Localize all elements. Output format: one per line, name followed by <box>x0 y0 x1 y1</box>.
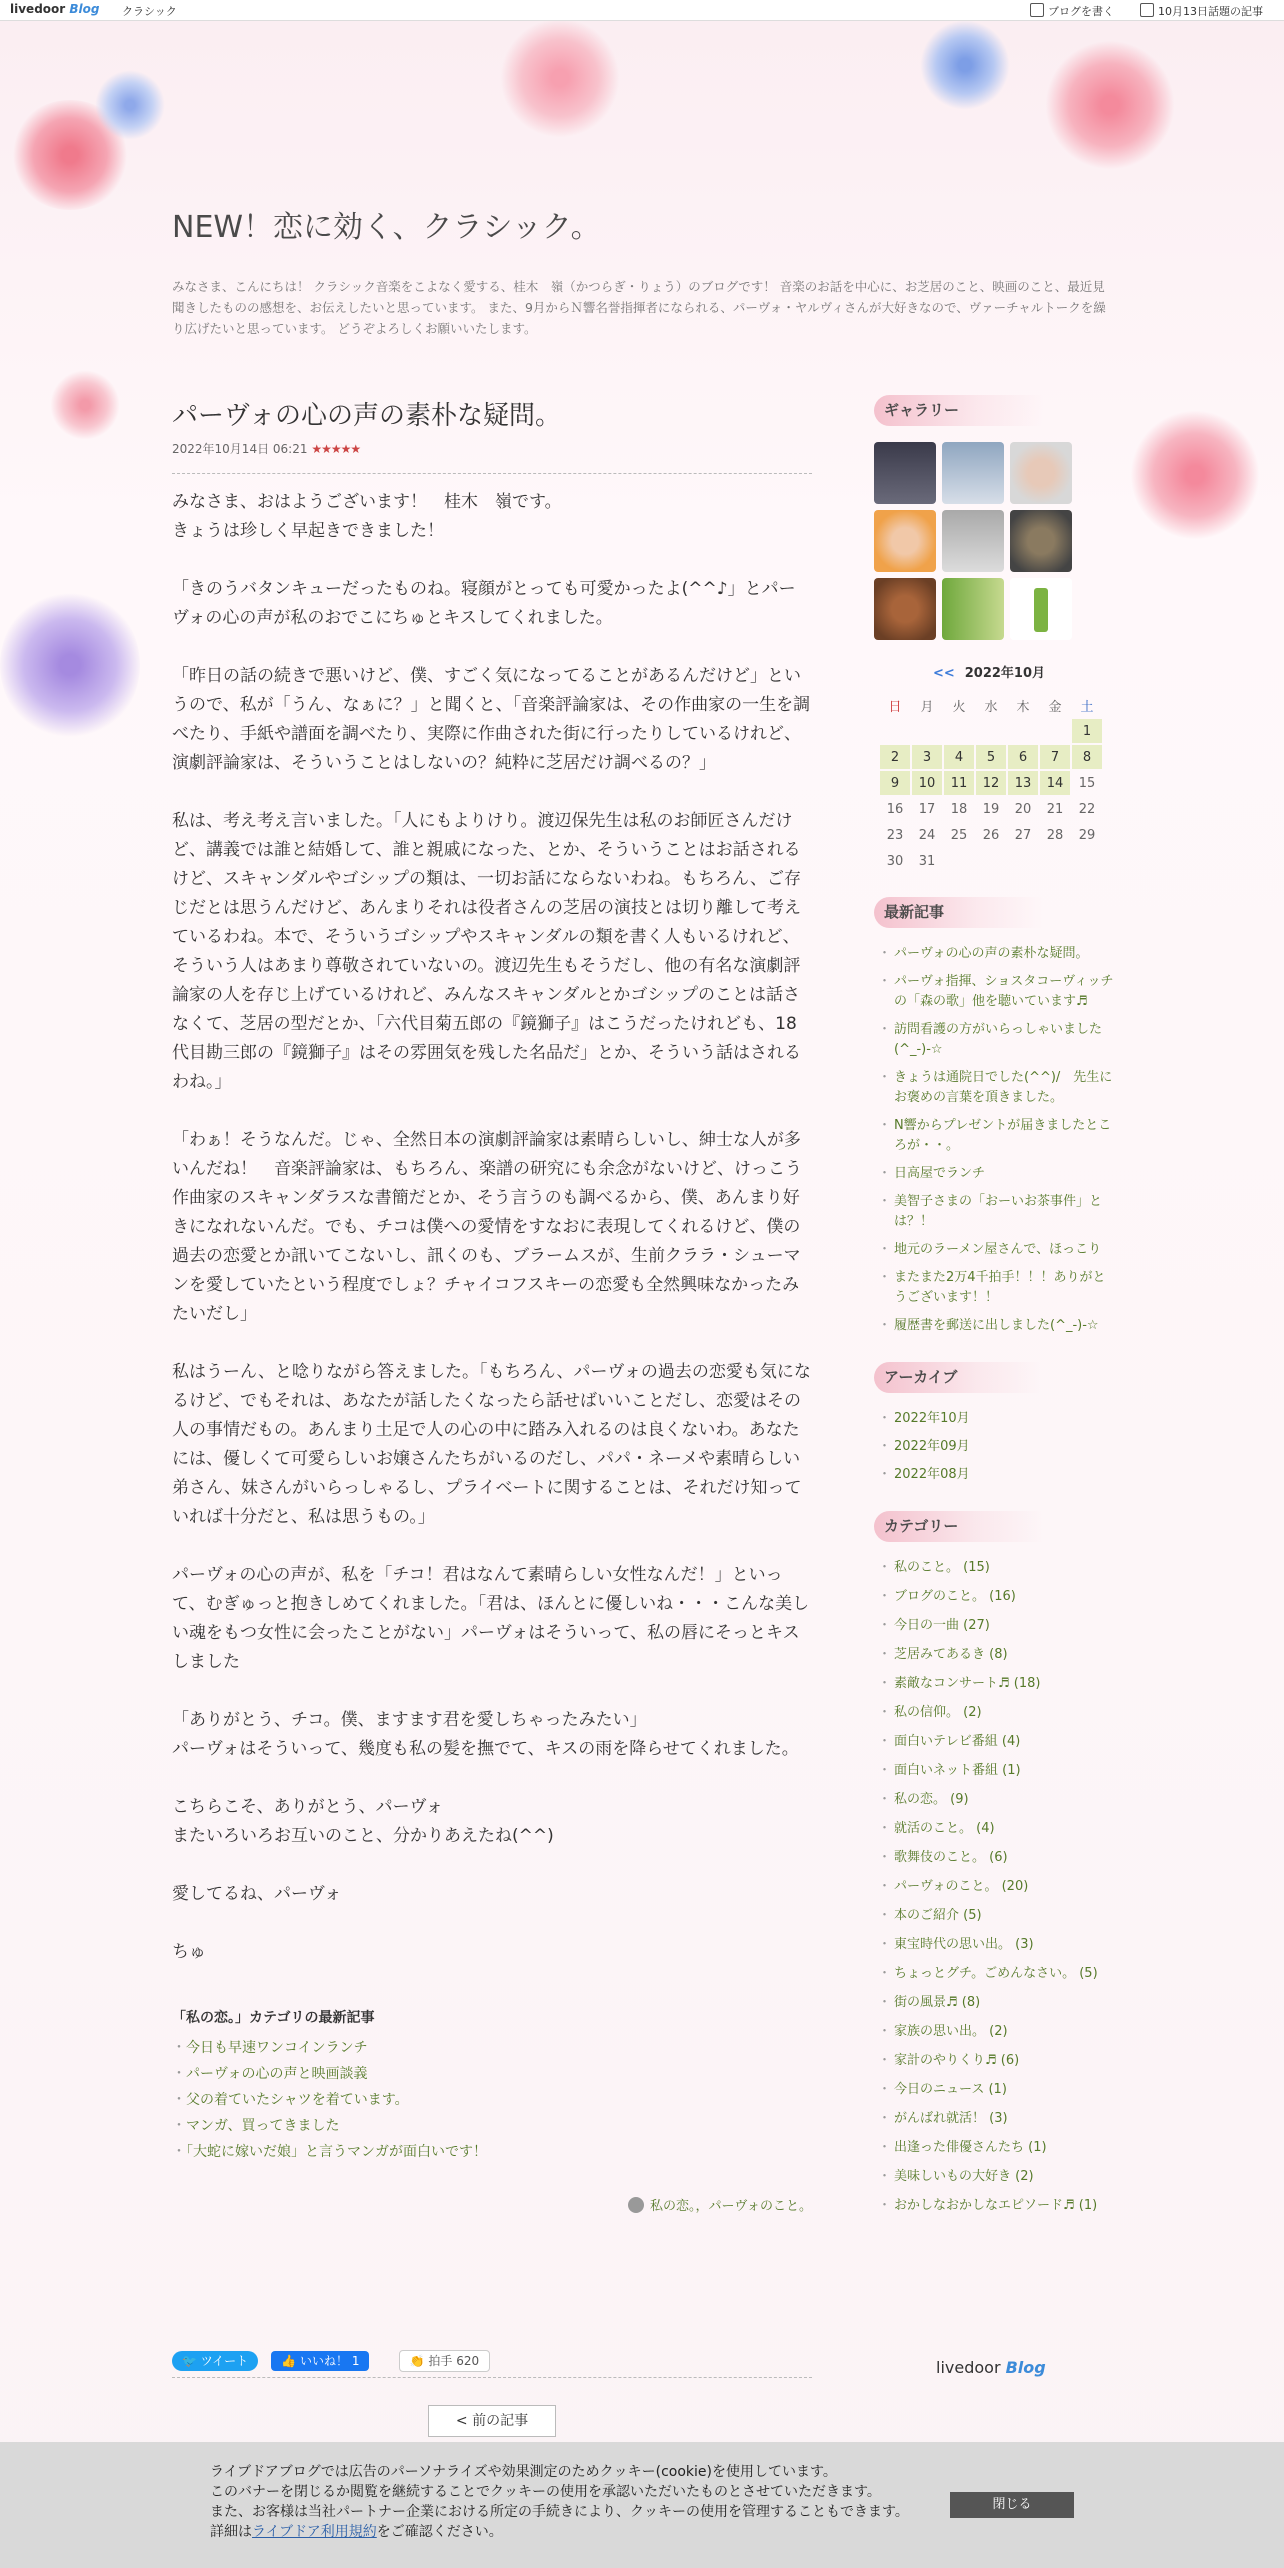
archive-list <box>874 1409 1114 1485</box>
clap-button[interactable]: 👏 拍手 620 <box>399 2350 491 2372</box>
related-link[interactable]: ・ 父の着ていたシャツを着ています。 <box>172 2087 812 2113</box>
post-date: 2022年10月14日 06:21 ★★★★★ <box>172 442 361 456</box>
gallery-thumb[interactable] <box>942 442 1004 504</box>
site-description: みなさま、こんにちは！ クラシック音楽をこよなく愛する、桂木 嶺（かつらぎ・りょう）のブログです！ 音楽のお話を中心に、お芝居のこと、映画のこと、最近見聞きしたものの感想を、お伝えしたいと思っています。 また、9月からＮ響名誉指揮者になられる、パーヴォ・ヤルヴィさんが大好きなので、ヴァーチャルトークを繰り広げたいと思っています。 どうぞよろしくお願いいたします。 <box>172 279 1106 336</box>
recent-link[interactable]: ・ 訪問看護の方がいらっしゃいました(^_-)-☆ <box>882 1020 1114 1060</box>
archive-link[interactable]: ・ 2022年08月 <box>882 1465 1114 1485</box>
paragraph: 私はうーん、と唸りながら答えました。「もちろん、パーヴォの過去の恋愛も気になるけど、でもそれは、あなたが話したくなったら話せばいいことだし、恋愛はその人の事情だもの。あんまり土足で人の心の中に踏み入れるのは良くないわ。あなたには、優しくて可愛らしいお嬢さんたちがいるのだし、パパ・ネーメや素晴らしい弟さん、妹さんがいらっしゃるし、プライベートに関することは、それだけ知っていれば十分だと、私は思うもの。」 <box>172 1362 811 1527</box>
category-link[interactable]: ・ 私の恋。 (9) <box>882 1790 1114 1810</box>
category-link[interactable]: ・ 本のご紹介 (5) <box>882 1906 1114 1926</box>
category-link[interactable]: ・ 就活のこと。 (4) <box>882 1819 1114 1839</box>
category-link[interactable]: ・ 面白いネット番組 (1) <box>882 1761 1114 1781</box>
paragraph: 「わぁ！そうなんだ。じゃ、全然日本の演劇評論家は素晴らしいし、紳士な人が多いんだね！ 音楽評論家は、もちろん、楽譜の研究にも余念がないけど、けっこう作曲家のスキャンダラスな書簡だとか、そう言うのも調べるから、僕、あんまり好きになれないんだ。でも、チコは僕への愛情をすなおに表現してくれるけど、僕の過去の恋愛とか訊いてこないし、訊くのも、ブラームスが、生前クララ・シューマンを愛していたという程度でしょ？チャイコフスキーの恋愛も全然興味なかったみたいだし」 <box>172 1130 803 1324</box>
category-link[interactable]: ・ 美味しいもの大好き︎ (2) <box>882 2167 1114 2187</box>
category-link[interactable]: ・ 今日の一曲 (27) <box>882 1616 1114 1636</box>
calendar-header: << 2022年10月 <box>932 666 1046 681</box>
share-bar <box>172 2350 498 2372</box>
flower-decoration <box>920 20 1010 110</box>
category-link[interactable]: ・ 歌舞伎のこと。 (6) <box>882 1848 1114 1868</box>
category-link[interactable]: ・ 街の風景♬ (8) <box>882 1993 1114 2013</box>
calendar-day[interactable]: 1 <box>1072 719 1102 743</box>
recent-link[interactable]: ・ 日高屋でランチ︎ <box>882 1164 1114 1184</box>
recent-link[interactable]: ・ N響からプレゼントが届きました︎ところが・・。 <box>882 1116 1114 1156</box>
footer-livedoor-logo[interactable]: livedoor Blog <box>936 2358 1046 2377</box>
category-link[interactable]: ・ 家族の思い出。 (2) <box>882 2022 1114 2042</box>
archive-link[interactable]: ・ 2022年10月 <box>882 1409 1114 1429</box>
divider <box>172 473 812 474</box>
recent-link[interactable]: ・ きょうは通院日でした(^^)/ 先生にお褒めの言葉を頂きました。 <box>882 1068 1114 1108</box>
related-title: 「私の恋。」カテゴリの最新記事 <box>172 2010 375 2026</box>
gallery-thumb[interactable] <box>942 510 1004 572</box>
write-blog-link[interactable]: ブログを書く <box>1030 3 1114 19</box>
paragraph: 私は、考え考え言いました。「人にもよりけり。渡辺保先生は私のお師匠さんだけど、講義では誰と結婚して、誰と親戚になった、とか、そういうことはお話されるけど、スキャンダルやゴシップの類は、一切お話にならないわね。もちろん、ご存じだとは思うんだけど、あんまりそれは役者さんの芝居の演技とは切り離して考えているわね。本で、そういうゴシップやスキャンダルの類を書く人もいるけれど、そういう人はあまり尊敬されていないの。渡辺先生もそうだし、他の有名な演劇評論家の人を存じ上げているけれど、みんなスキャンダルとかゴシップのことは話さなくて、芝居の型だとか、「六代目菊五郎の『鏡獅子』はこうだったけれども、18代目勘三郎の『鏡獅子』はその雰囲気を残した名品だ」とか、そういう話はされるわね。」 <box>172 811 801 1092</box>
flower-decoration <box>500 18 620 138</box>
rating-stars: ★★★★★ <box>311 442 361 456</box>
flower-decoration <box>1045 40 1175 170</box>
post-body <box>172 488 812 1967</box>
category-link[interactable]: ・ がんばれ就活！ (3) <box>882 2109 1114 2129</box>
paragraph: 「昨日の話の続きで悪いけど、僕、すごく気になってることがあるんだけど」というので、私が「うん、なぁに？」と聞くと、「音楽評論家は、その作曲家の一生を調べたり、手紙や譜面を調べたり、実際に作曲された街に行ったりしているけれど、演劇評論家は、そういうことはしないの？純粋に芝居だけ調べるの？」 <box>172 666 811 773</box>
terms-link[interactable]: ライブドア利用規約 <box>252 2524 377 2540</box>
gallery-thumb[interactable] <box>1010 578 1072 640</box>
recent-title: 最新記事 <box>874 897 1044 928</box>
like-button[interactable]: 👍 いいね！ 1 <box>271 2351 369 2371</box>
post-tags[interactable]: 私の恋。，パーヴォのこと。 <box>172 2195 812 2214</box>
tweet-button[interactable]: 🐦 ツイート <box>172 2351 258 2371</box>
paragraph: 「ありがとう、チコ。僕、ますます君を愛しちゃったみたい︎」 パーヴォはそういって、幾度も私の髪を撫でて、キスの雨を降らせてくれました。 <box>172 1710 799 1759</box>
recent-link[interactable]: ・ 履歴書を郵送に出しました(^_-)-☆ <box>882 1316 1114 1336</box>
calendar-prev-link[interactable]: << <box>932 666 955 681</box>
recent-link[interactable]: ・ パーヴォの心の声の素朴な疑問。 <box>882 944 1114 964</box>
paragraph: 愛してるね、パーヴォ︎ <box>172 1884 342 1904</box>
topic-articles-link[interactable]: 10月13日話題の記事 <box>1140 3 1263 19</box>
gallery-grid <box>874 442 1114 640</box>
previous-article-button[interactable]: < 前の記事 <box>428 2405 556 2437</box>
category-link[interactable]: ・ ちょっとグチ。ごめんなさい。 (5) <box>882 1964 1114 1984</box>
main-article <box>172 395 812 2429</box>
category-link[interactable]: ・ 家計のやりくり♬ (6) <box>882 2051 1114 2071</box>
category-link[interactable]: ・ 今日のニュース︎ (1) <box>882 2080 1114 2100</box>
cookie-close-button[interactable]: 閉じる <box>950 2492 1074 2518</box>
gallery-thumb[interactable] <box>874 442 936 504</box>
recent-link[interactable]: ・ 地元のラーメン屋さんで、ほっこり︎ <box>882 1240 1114 1260</box>
category-link[interactable]: ・ パーヴォのこと。 (20) <box>882 1877 1114 1897</box>
related-link[interactable]: ・ パーヴォの心の声と映画談義︎ <box>172 2061 812 2087</box>
paragraph: 「きのうバタンキューだったものね。寝顔がとっても可愛かったよ(^^♪」とパーヴォの心の声が私のおでこにちゅ︎とキスしてくれました。 <box>172 579 796 628</box>
gallery-thumb[interactable] <box>1010 510 1072 572</box>
calendar <box>874 662 1114 875</box>
livedoor-logo[interactable]: livedoor Blog <box>10 2 100 16</box>
category-link[interactable]: ・ 素敵なコンサート♬ (18) <box>882 1674 1114 1694</box>
category-list <box>874 1558 1114 2216</box>
category-link[interactable]: ・ 東宝時代の思い出。 (3) <box>882 1935 1114 1955</box>
site-title[interactable]: NEW！恋に効く、クラシック。 <box>172 210 601 245</box>
category-link[interactable]: ・ 面白いテレビ番組 (4) <box>882 1732 1114 1752</box>
paragraph: パーヴォの心の声が、私を「チコ！君はなんて素晴らしい女性なんだ！」といって、むぎゅっと抱きしめてくれました。「君は、ほんとに優しいね・・・こんな美しい魂をもつ女性に会ったことがない」パーヴォはそういって、私の唇にそっとキスしました︎ <box>172 1565 810 1672</box>
pencil-icon <box>1030 3 1044 17</box>
category-link[interactable]: ・ 私のこと。 (15) <box>882 1558 1114 1578</box>
category-link[interactable]: ・ 私の信仰。 (2) <box>882 1703 1114 1723</box>
paragraph: こちらこそ、ありがとう、パーヴォ︎ またいろいろお互いのこと、分かりあえたね(^^) <box>172 1797 554 1846</box>
cookie-banner <box>0 2442 1284 2568</box>
cookie-text: ライブドアブログでは広告のパーソナライズや効果測定のためクッキー(cookie)を使用しています。 このバナーを閉じるか閲覧を継続することでクッキーの使用を承認いただいたものとさせていただきます。 また、お客様は当社パートナー企業における所定の手続きにより、クッキーの使用を管理することもできます。 詳細はライブドア利用規約をご確認ください。 <box>210 2464 909 2540</box>
category-title: カテゴリー <box>874 1511 1044 1542</box>
category-link[interactable]: ・ ブログのこと。 (16) <box>882 1587 1114 1607</box>
gallery-title: ギャラリー <box>874 395 1044 426</box>
flower-decoration <box>0 590 140 740</box>
related-link[interactable]: ・ 「大蛇に嫁いだ娘」と言うマンガが面白いです！ <box>172 2139 812 2165</box>
category-crumb[interactable]: クラシック <box>122 5 177 18</box>
flower-decoration <box>95 70 165 140</box>
sidebar <box>874 395 1114 2225</box>
divider <box>172 2377 812 2378</box>
recent-link[interactable]: ・ またまた2万4千拍手！！！ありがとうございます！！ <box>882 1268 1114 1308</box>
archive-title: アーカイブ <box>874 1362 1044 1393</box>
gallery-thumb[interactable] <box>1010 442 1072 504</box>
category-link[interactable]: ・ 出逢った俳優さんたち (1) <box>882 2138 1114 2158</box>
recent-link[interactable]: ・ パーヴォ指揮、ショスタコーヴィッチの「森の歌」他を聴いています♬ <box>882 972 1114 1012</box>
post-title[interactable]: パーヴォの心の声の素朴な疑問。 <box>172 401 561 431</box>
gallery-thumb[interactable] <box>942 578 1004 640</box>
related-articles <box>172 2007 812 2165</box>
calendar-table: 日 月 火 水 木 金 土 1 2 3 4 5 6 7 8 9 10 11 12 13 14 15 16 17 18 19 20 21 22 23 24 25 26 27 28 29 30 31 <box>878 691 1104 875</box>
archive-link[interactable]: ・ 2022年09月 <box>882 1437 1114 1457</box>
paragraph: ちゅ︎ <box>172 1942 206 1962</box>
gallery-thumb[interactable] <box>874 578 936 640</box>
recent-link[interactable]: ・ 美智子さまの「おーいお茶事件」とは？！ <box>882 1192 1114 1232</box>
related-link[interactable]: ・ 今日も早速ワンコインランチ︎ <box>172 2035 812 2061</box>
recent-list <box>874 944 1114 1336</box>
flower-decoration <box>1130 410 1260 540</box>
related-link[interactable]: ・ マンガ、買ってきました︎ <box>172 2113 812 2139</box>
calendar-icon <box>1140 3 1154 17</box>
top-bar <box>0 0 1284 21</box>
tag-icon <box>628 2197 644 2213</box>
gallery-thumb[interactable] <box>874 510 936 572</box>
flower-decoration <box>50 370 120 440</box>
category-link[interactable]: ・ おかしなおかしなエピソード♬ (1) <box>882 2196 1114 2216</box>
paragraph: みなさま、おはようございます！ 桂木 嶺です。 きょうは珍しく早起きできました！ <box>172 492 562 541</box>
category-link[interactable]: ・ 芝居みてあるき (8) <box>882 1645 1114 1665</box>
